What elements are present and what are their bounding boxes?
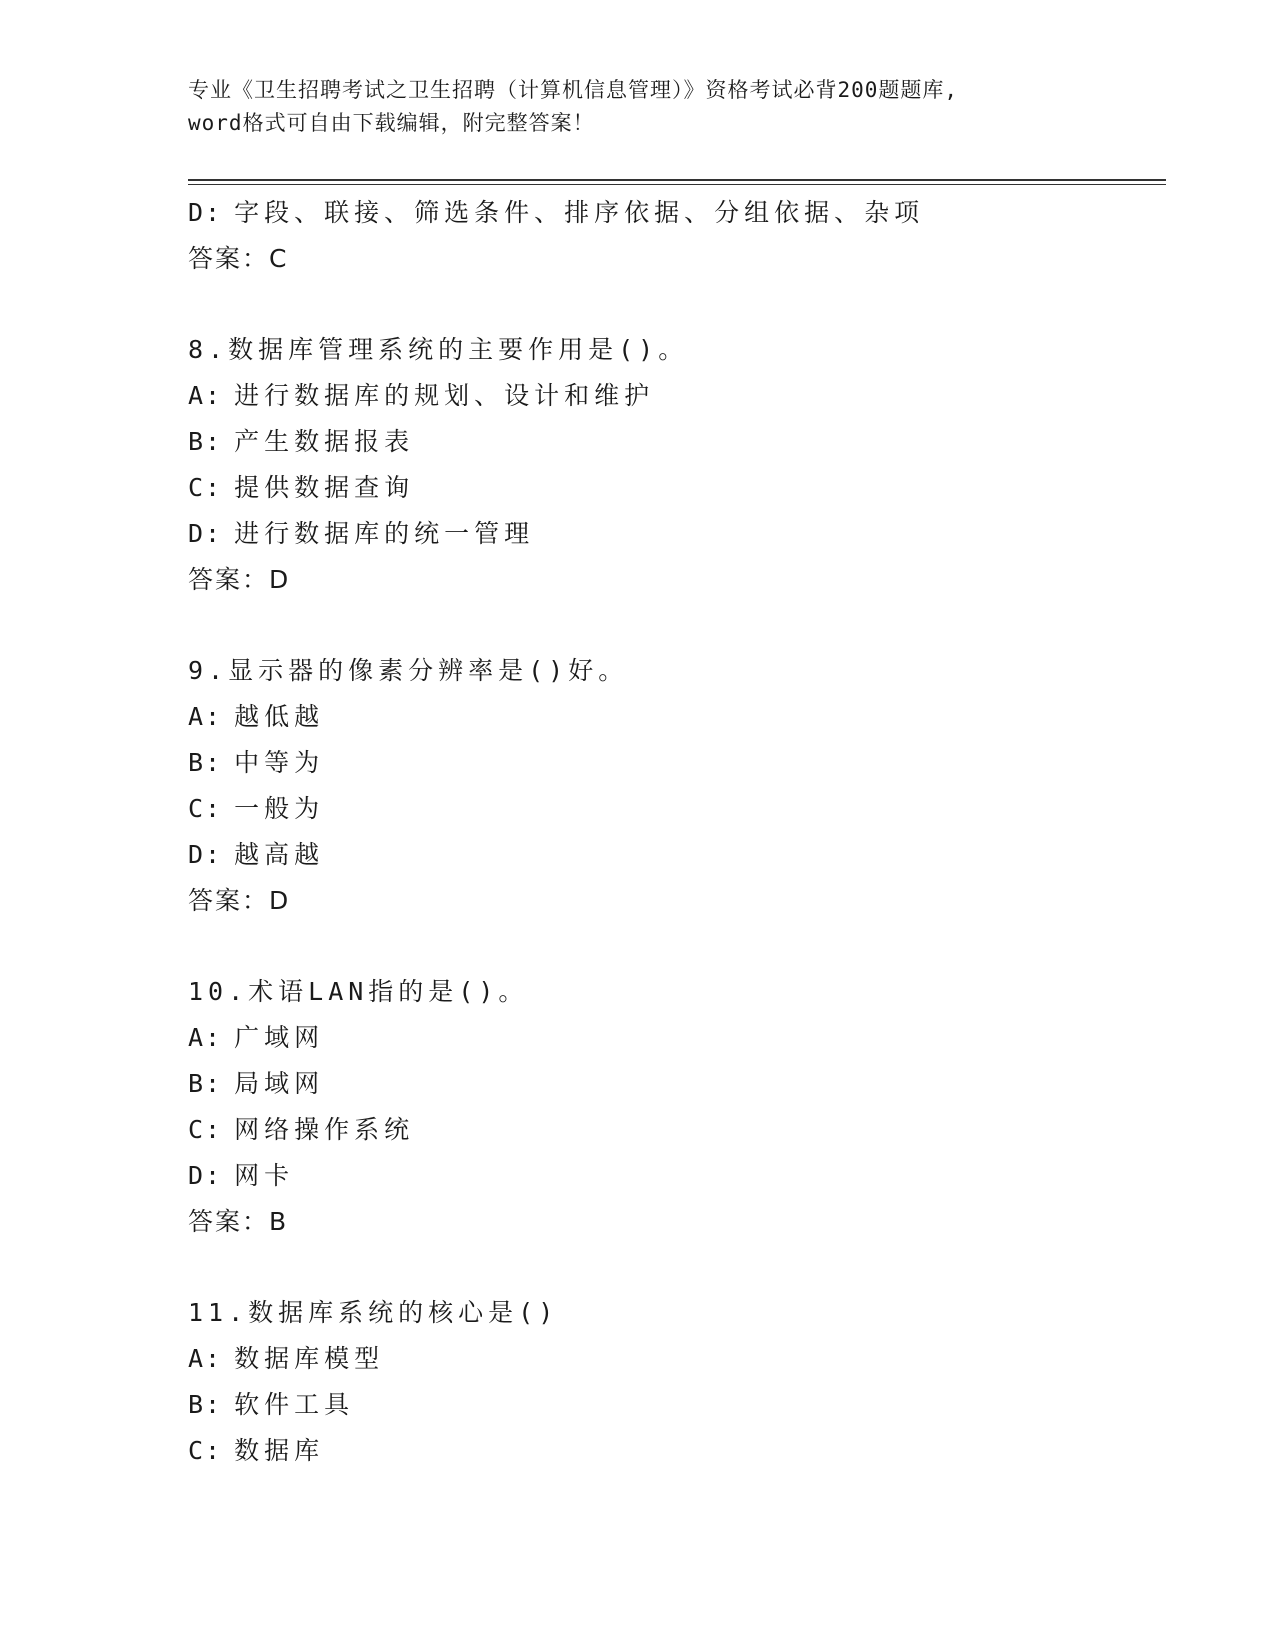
header-divider-thin xyxy=(188,184,1166,185)
header-divider-thick xyxy=(188,179,1166,181)
option-text: 数据库 xyxy=(234,1436,325,1465)
option-line xyxy=(188,373,1168,419)
question-stem: 9.显示器的像素分辨率是()好。 xyxy=(188,656,629,685)
header-line-2: word格式可自由下载编辑，附完整答案！ xyxy=(188,111,595,135)
question-list xyxy=(188,190,1168,1474)
option-text: 中等为 xyxy=(234,748,325,777)
option-key: B: xyxy=(188,1069,223,1098)
option-key: B: xyxy=(188,427,223,456)
question-stem: 11.数据库系统的核心是() xyxy=(188,1298,559,1327)
option-line xyxy=(188,694,1168,740)
option-line xyxy=(188,740,1168,786)
option-key: D: xyxy=(188,1161,223,1190)
option-text: 提供数据查询 xyxy=(234,473,415,502)
option-line xyxy=(188,511,1168,557)
option-text: 数据库模型 xyxy=(234,1344,385,1373)
option-line xyxy=(188,1428,1168,1474)
answer-line: 答案：B xyxy=(188,1207,289,1236)
option-key: C: xyxy=(188,1115,223,1144)
option-line xyxy=(188,1107,1168,1153)
option-text: 一般为 xyxy=(234,794,325,823)
option-text: 局域网 xyxy=(234,1069,325,1098)
option-text: 网卡 xyxy=(234,1161,295,1190)
option-text: 进行数据库的统一管理 xyxy=(234,519,535,548)
option-key: D: xyxy=(188,198,223,227)
option-key: A: xyxy=(188,1023,223,1052)
option-line xyxy=(188,190,1168,236)
option-text: 网络操作系统 xyxy=(234,1115,415,1144)
option-key: C: xyxy=(188,1436,223,1465)
option-key: B: xyxy=(188,1390,223,1419)
option-line xyxy=(188,1382,1168,1428)
option-line xyxy=(188,786,1168,832)
option-key: A: xyxy=(188,702,223,731)
option-text: 越低越 xyxy=(234,702,325,731)
option-key: C: xyxy=(188,794,223,823)
option-key: A: xyxy=(188,1344,223,1373)
option-text: 软件工具 xyxy=(234,1390,355,1419)
option-text: 进行数据库的规划、设计和维护 xyxy=(234,381,655,410)
option-key: B: xyxy=(188,748,223,777)
question-stem: 8.数据库管理系统的主要作用是()。 xyxy=(188,335,689,364)
document-header xyxy=(188,74,1088,140)
answer-line: 答案：D xyxy=(188,565,291,594)
option-line xyxy=(188,1336,1168,1382)
option-line xyxy=(188,419,1168,465)
option-key: D: xyxy=(188,840,223,869)
option-line xyxy=(188,1061,1168,1107)
header-line-1: 专业《卫生招聘考试之卫生招聘（计算机信息管理）》资格考试必背200题题库, xyxy=(188,78,959,102)
option-key: D: xyxy=(188,519,223,548)
option-text: 字段、联接、筛选条件、排序依据、分组依据、杂项 xyxy=(234,198,925,227)
option-line xyxy=(188,465,1168,511)
option-text: 越高越 xyxy=(234,840,325,869)
question-stem: 10.术语LAN指的是()。 xyxy=(188,977,529,1006)
option-line xyxy=(188,832,1168,878)
option-key: A: xyxy=(188,381,223,410)
option-line xyxy=(188,1015,1168,1061)
answer-line: 答案：D xyxy=(188,886,291,915)
option-text: 产生数据报表 xyxy=(234,427,415,456)
option-line xyxy=(188,1153,1168,1199)
answer-line: 答案：C xyxy=(188,244,289,273)
option-key: C: xyxy=(188,473,223,502)
option-text: 广域网 xyxy=(234,1023,325,1052)
